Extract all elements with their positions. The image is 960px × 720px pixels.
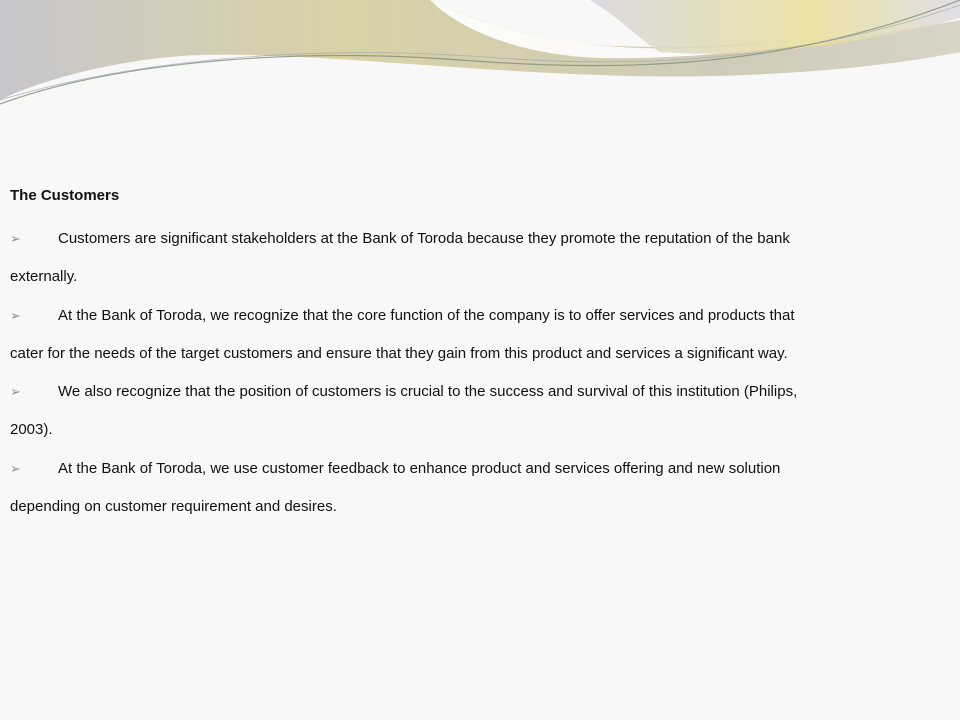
bullet-item-3 bbox=[10, 373, 860, 450]
bullet-item-4 bbox=[10, 450, 860, 527]
slide-body bbox=[10, 182, 860, 526]
arrow-bullet-icon: ➢ bbox=[10, 460, 21, 476]
bullet-text-line2: cater for the needs of the target customers and ensure that they gain from this product and services a significant way. bbox=[10, 344, 788, 362]
arrow-bullet-icon: ➢ bbox=[10, 231, 21, 246]
bullet-item-1 bbox=[10, 220, 860, 297]
bullet-text-line2: 2003). bbox=[10, 421, 53, 439]
bullet-text-line2: externally. bbox=[10, 268, 78, 286]
arrow-bullet-icon: ➢ bbox=[10, 307, 21, 323]
bullet-text-line1: At the Bank of Toroda, we recognize that the core function of the company is to offer services and products that bbox=[58, 306, 795, 324]
bullet-text-line1: At the Bank of Toroda, we use customer feedback to enhance product and services offering and new solution bbox=[58, 459, 781, 477]
bullet-item-2 bbox=[10, 297, 860, 374]
slide-heading: The Customers bbox=[10, 187, 120, 204]
bullet-text-line1: We also recognize that the position of customers is crucial to the success and survival of this institution (Philips, bbox=[58, 383, 798, 401]
bullet-text-line2: depending on customer requirement and desires. bbox=[10, 498, 337, 516]
arrow-bullet-icon: ➢ bbox=[10, 384, 21, 400]
header-swoosh-decoration bbox=[0, 0, 960, 120]
bullet-text-line1: Customers are significant stakeholders at the Bank of Toroda because they promote the reputation of the bank bbox=[58, 230, 790, 247]
